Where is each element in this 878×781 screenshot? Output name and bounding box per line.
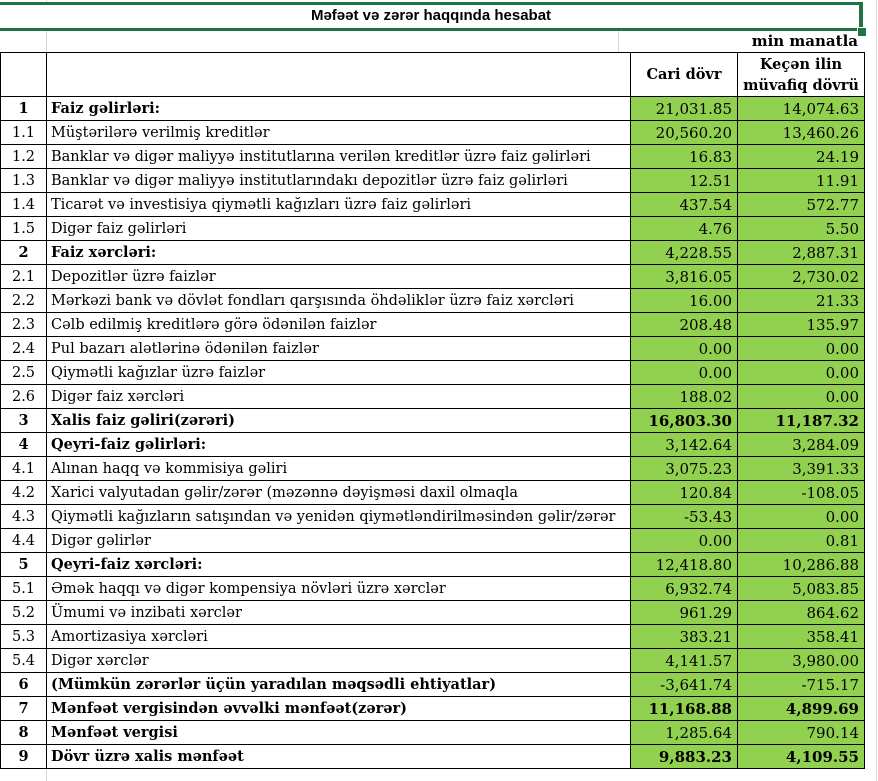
table-row [1,145,865,169]
cell-current[interactable]: 6,932.74 [631,577,738,601]
row-number[interactable]: 5.1 [1,577,47,601]
table-row [1,361,865,385]
cell-previous[interactable]: 0.00 [738,505,865,529]
cell-current[interactable]: -3,641.74 [631,673,738,697]
cell-previous[interactable]: 24.19 [738,145,865,169]
table-row [1,265,865,289]
row-label[interactable]: Banklar və digər maliyyə institutlarına verilən kreditlər üzrə faiz gəlirləri [47,145,631,169]
table-row [1,97,865,121]
cell-previous[interactable]: 5.50 [738,217,865,241]
table-row [1,385,865,409]
row-number[interactable]: 8 [1,721,47,745]
row-label[interactable]: Faiz xərcləri: [47,241,631,265]
cell-previous[interactable]: 14,074.63 [738,97,865,121]
header-row [1,53,865,97]
row-number[interactable]: 3 [1,409,47,433]
table-row [1,505,865,529]
table-row [1,313,865,337]
row-label[interactable]: Ticarət və investisiya qiymətli kağızları üzrə faiz gəlirləri [47,193,631,217]
cell-current[interactable]: 0.00 [631,337,738,361]
cell-previous[interactable]: 0.81 [738,529,865,553]
row-label[interactable]: Müştərilərə verilmiş kreditlər [47,121,631,145]
cell-previous[interactable]: 358.41 [738,625,865,649]
row-label[interactable]: Qiymətli kağızların satışından və yenidən qiymətləndirilməsindən gəlir/zərər [47,505,631,529]
row-label[interactable]: Alınan haqq və kommisiya gəliri [47,457,631,481]
cell-previous[interactable]: -715.17 [738,673,865,697]
table-row [1,697,865,721]
cell-current[interactable]: 437.54 [631,193,738,217]
cell-previous[interactable]: 790.14 [738,721,865,745]
cell-previous[interactable]: 572.77 [738,193,865,217]
profit-loss-table [0,52,865,769]
cell-previous[interactable]: 2,730.02 [738,265,865,289]
row-number[interactable]: 1.4 [1,193,47,217]
row-number[interactable]: 5.2 [1,601,47,625]
header-previous-period-cell[interactable]: Keçən ilin müvafiq dövrü [738,53,865,97]
cell-current[interactable]: 208.48 [631,313,738,337]
row-number[interactable]: 6 [1,673,47,697]
cell-current[interactable]: 3,142.64 [631,433,738,457]
cell-current[interactable]: 16,803.30 [631,409,738,433]
row-label[interactable]: Banklar və digər maliyyə institutlarındakı depozitlər üzrə faiz gəlirləri [47,169,631,193]
table-row [1,337,865,361]
row-label[interactable]: Qeyri-faiz xərcləri: [47,553,631,577]
cell-previous[interactable]: 3,980.00 [738,649,865,673]
cell-previous[interactable]: 0.00 [738,385,865,409]
cell-previous[interactable]: 10,286.88 [738,553,865,577]
cell-previous[interactable]: 4,109.55 [738,745,865,769]
table-row [1,433,865,457]
cell-previous[interactable]: 21.33 [738,289,865,313]
row-label[interactable]: Mənfəət vergisindən əvvəlki mənfəət(zərər) [47,697,631,721]
row-label[interactable]: Depozitlər üzrə faizlər [47,265,631,289]
table-row [1,529,865,553]
row-number[interactable]: 2.5 [1,361,47,385]
table-row [1,241,865,265]
cell-previous[interactable]: 4,899.69 [738,697,865,721]
row-number[interactable]: 7 [1,697,47,721]
row-number[interactable]: 4 [1,433,47,457]
cell-current[interactable]: -53.43 [631,505,738,529]
cell-current[interactable]: 4,228.55 [631,241,738,265]
row-number[interactable]: 1 [1,97,47,121]
cell-previous[interactable]: 3,391.33 [738,457,865,481]
cell-current[interactable]: 12.51 [631,169,738,193]
row-label[interactable]: Faiz gəlirləri: [47,97,631,121]
row-number[interactable]: 1.3 [1,169,47,193]
header-description-cell[interactable] [47,53,631,97]
row-number[interactable]: 2.6 [1,385,47,409]
sheet-gridline [46,0,47,2]
row-number[interactable]: 2 [1,241,47,265]
cell-previous[interactable]: 135.97 [738,313,865,337]
row-label[interactable]: Pul bazarı alətlərinə ödənilən faizlər [47,337,631,361]
report-table-body [1,97,865,769]
row-label[interactable]: Xarici valyutadan gəlir/zərər (məzənnə dəyişməsi daxil olmaqla [47,481,631,505]
row-label[interactable]: Əmək haqqı və digər kompensiya növləri üzrə xərclər [47,577,631,601]
table-row [1,625,865,649]
cell-previous[interactable]: 5,083.85 [738,577,865,601]
table-row [1,121,865,145]
row-label[interactable]: Digər faiz gəlirləri [47,217,631,241]
report-title-cell[interactable]: Məfəət və zərər haqqında hesabat [310,7,552,24]
row-number[interactable]: 1.5 [1,217,47,241]
row-label[interactable]: Digər faiz xərcləri [47,385,631,409]
row-number[interactable]: 5.3 [1,625,47,649]
row-number[interactable]: 4.3 [1,505,47,529]
table-row [1,217,865,241]
cell-current[interactable]: 188.02 [631,385,738,409]
table-row [1,745,865,769]
row-number[interactable]: 1.2 [1,145,47,169]
cell-current[interactable]: 383.21 [631,625,738,649]
sheet-gridline [46,769,47,781]
row-number[interactable]: 5.4 [1,649,47,673]
row-label[interactable]: (Mümkün zərərlər üçün yaradılan məqsədli ehtiyatlar) [47,673,631,697]
cell-current[interactable]: 9,883.23 [631,745,738,769]
cell-current[interactable]: 4.76 [631,217,738,241]
row-number[interactable]: 1.1 [1,121,47,145]
row-label[interactable]: Digər xərclər [47,649,631,673]
unit-note-cell[interactable]: min manatla [751,32,858,50]
row-label[interactable]: Dövr üzrə xalis mənfəət [47,745,631,769]
row-number[interactable]: 2.4 [1,337,47,361]
row-label[interactable]: Mənfəət vergisi [47,721,631,745]
table-row [1,577,865,601]
table-row [1,721,865,745]
table-row [1,289,865,313]
cell-current[interactable]: 3,816.05 [631,265,738,289]
fill-handle-icon[interactable] [857,27,866,36]
cell-previous[interactable]: 11.91 [738,169,865,193]
table-row [1,481,865,505]
cell-current[interactable]: 11,168.88 [631,697,738,721]
cell-current[interactable]: 21,031.85 [631,97,738,121]
row-label[interactable]: Cəlb edilmiş kreditlərə görə ödənilən faizlər [47,313,631,337]
sheet-gridline [618,31,619,52]
row-label[interactable]: Qiymətli kağızlar üzrə faizlər [47,361,631,385]
cell-current[interactable]: 0.00 [631,361,738,385]
cell-previous[interactable]: 0.00 [738,361,865,385]
cell-current[interactable]: 3,075.23 [631,457,738,481]
table-row [1,553,865,577]
table-row [1,673,865,697]
row-label[interactable]: Digər gəlirlər [47,529,631,553]
cell-current[interactable]: 1,285.64 [631,721,738,745]
row-label[interactable]: Amortizasiya xərcləri [47,625,631,649]
cell-current[interactable]: 12,418.80 [631,553,738,577]
cell-current[interactable]: 16.00 [631,289,738,313]
cell-current[interactable]: 20,560.20 [631,121,738,145]
header-current-period-cell[interactable]: Cari dövr [631,53,738,97]
row-label[interactable]: Ümumi və inzibati xərclər [47,601,631,625]
row-number[interactable]: 9 [1,745,47,769]
cell-previous[interactable]: 13,460.26 [738,121,865,145]
cell-previous[interactable]: 0.00 [738,337,865,361]
table-row [1,457,865,481]
cell-current[interactable]: 16.83 [631,145,738,169]
cell-previous[interactable]: 2,887.31 [738,241,865,265]
table-row [1,169,865,193]
row-number[interactable]: 4.2 [1,481,47,505]
row-label[interactable]: Mərkəzi bank və dövlət fondları qarşısında öhdəliklər üzrə faiz xərcləri [47,289,631,313]
cell-current[interactable]: 0.00 [631,529,738,553]
row-number[interactable]: 4.4 [1,529,47,553]
cell-previous[interactable]: 864.62 [738,601,865,625]
table-row [1,601,865,625]
cell-previous[interactable]: 11,187.32 [738,409,865,433]
row-label[interactable]: Xalis faiz gəliri(zərəri) [47,409,631,433]
cell-current[interactable]: 4,141.57 [631,649,738,673]
row-number[interactable]: 2.3 [1,313,47,337]
cell-previous[interactable]: 3,284.09 [738,433,865,457]
cell-current[interactable]: 120.84 [631,481,738,505]
table-row [1,649,865,673]
row-number[interactable]: 5 [1,553,47,577]
cell-current[interactable]: 961.29 [631,601,738,625]
table-row [1,409,865,433]
row-number[interactable]: 2.1 [1,265,47,289]
row-number[interactable]: 2.2 [1,289,47,313]
sheet-gridline [46,31,47,52]
table-row [1,193,865,217]
row-number[interactable]: 4.1 [1,457,47,481]
row-label[interactable]: Qeyri-faiz gəlirləri: [47,433,631,457]
header-number-cell[interactable] [1,53,47,97]
sheet-gridline [876,0,877,781]
cell-previous[interactable]: -108.05 [738,481,865,505]
